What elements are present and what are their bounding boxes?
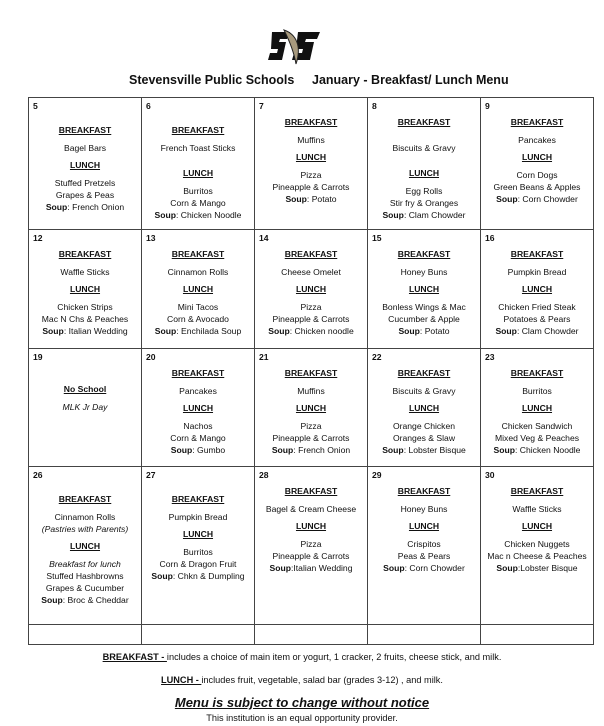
day-number: 23 [485, 352, 495, 362]
menu-item: Crispitos [407, 539, 441, 549]
meal-heading: BREAKFAST [397, 486, 451, 496]
breakfast-note [0, 652, 604, 662]
soup-line [372, 209, 476, 221]
menu-item: Pumpkin Bread [168, 512, 228, 522]
day-number: 22 [372, 352, 382, 362]
menu-item: Mac N Chs & Peaches [41, 314, 129, 324]
day-number: 15 [372, 233, 382, 243]
meal-heading: LUNCH [408, 168, 440, 178]
day-number: 12 [33, 233, 43, 243]
meal-heading: BREAKFAST [510, 117, 564, 127]
meal-heading: BREAKFAST [397, 249, 451, 259]
menu-item: Pumpkin Bread [507, 267, 567, 277]
soup-line [33, 325, 137, 337]
soup-label: Soup [45, 202, 68, 212]
soup-name: : Enchilada Soup [176, 326, 242, 336]
lunch-note-text: includes fruit, vegetable, salad bar (grades 3-12) , and milk. [201, 675, 443, 685]
soup-line [259, 325, 363, 337]
day-cell [368, 98, 481, 230]
week-row [29, 349, 594, 467]
spacer [33, 480, 137, 488]
day-cell [29, 467, 142, 625]
meal-heading: LUNCH [182, 529, 214, 539]
meal-heading: BREAKFAST [171, 494, 225, 504]
menu-item: Pizza [300, 421, 322, 431]
day-cell [29, 98, 142, 230]
menu-item: Stir fry & Oranges [389, 198, 459, 208]
soup-label: Soup [285, 194, 307, 204]
spacer [372, 134, 476, 142]
soup-label: Soup [269, 563, 291, 573]
menu-item: Pineapple & Carrots [272, 314, 350, 324]
menu-item: Chicken Sandwich [501, 421, 573, 431]
week-row [29, 230, 594, 349]
meal-heading: LUNCH [521, 403, 553, 413]
meal-heading: LUNCH [295, 521, 327, 531]
meal-heading: LUNCH [521, 521, 553, 531]
meal-heading: LUNCH [521, 284, 553, 294]
soup-name: : French Onion [67, 202, 125, 212]
soup-name: : Italian Wedding [63, 326, 128, 336]
soup-name: : Clam Chowder [403, 210, 466, 220]
menu-item: Corn Dogs [516, 170, 558, 180]
menu-item: Oranges & Slaw [392, 433, 456, 443]
menu-item: Honey Buns [400, 504, 448, 514]
day-number: 29 [372, 470, 382, 480]
menu-item: Pancakes [179, 386, 217, 396]
meal-heading: BREAKFAST [58, 249, 112, 259]
day-number: 26 [33, 470, 43, 480]
menu-item: Green Beans & Apples [493, 182, 581, 192]
soup-label: Soup [268, 326, 290, 336]
day-cell [481, 467, 594, 625]
day-number: 9 [485, 101, 490, 111]
day-number: 27 [146, 470, 156, 480]
meal-heading: BREAKFAST [284, 117, 338, 127]
meal-heading: LUNCH [408, 284, 440, 294]
soup-label: Soup [383, 563, 405, 573]
empty-cell [29, 625, 142, 645]
school-name: Stevensville Public Schools [129, 73, 295, 87]
soup-label: Soup [42, 326, 64, 336]
menu-item: Cucumber & Apple [388, 314, 460, 324]
soup-name: : Chicken noodle [289, 326, 354, 336]
meal-heading: BREAKFAST [397, 368, 451, 378]
soup-label: Soup [382, 445, 404, 455]
meal-heading: BREAKFAST [510, 486, 564, 496]
empty-cell [481, 625, 594, 645]
day-number: 21 [259, 352, 269, 362]
lunch-note-label: LUNCH - [161, 675, 202, 685]
day-cell [368, 467, 481, 625]
meal-heading: LUNCH [69, 284, 101, 294]
day-number: 20 [146, 352, 156, 362]
menu-item: Egg Rolls [405, 186, 443, 196]
menu-item: Stuffed Pretzels [54, 178, 116, 188]
menu-item: Waffle Sticks [512, 504, 562, 514]
menu-item: Muffins [297, 135, 325, 145]
week-row [29, 98, 594, 230]
soup-line [485, 325, 589, 337]
soup-line [372, 444, 476, 456]
day-cell [142, 98, 255, 230]
soup-label: Soup [170, 445, 193, 455]
spacer [33, 370, 137, 378]
day-number: 7 [259, 101, 264, 111]
menu-item: Waffle Sticks [60, 267, 110, 277]
menu-item: Pineapple & Carrots [272, 433, 350, 443]
note-line: Breakfast for lunch [49, 559, 121, 569]
soup-name: : Corn Chowder [404, 563, 465, 573]
equal-opportunity-statement: This institution is an equal opportunity provider. [206, 713, 398, 723]
day-cell [142, 467, 255, 625]
empty-cell [368, 625, 481, 645]
menu-item: Pizza [300, 170, 322, 180]
soup-label: Soup [41, 595, 63, 605]
menu-item: Bagel Bars [63, 143, 107, 153]
menu-item: Potatoes & Pears [503, 314, 571, 324]
day-number: 8 [372, 101, 377, 111]
menu-item: Cheese Omelet [281, 267, 341, 277]
day-number: 16 [485, 233, 495, 243]
day-cell [29, 230, 142, 349]
meal-heading: BREAKFAST [284, 368, 338, 378]
soup-line [259, 193, 363, 205]
day-number: 30 [485, 470, 495, 480]
soup-line [33, 594, 137, 606]
menu-item: Orange Chicken [392, 421, 456, 431]
soup-line [485, 444, 589, 456]
meal-heading: BREAKFAST [58, 125, 112, 135]
meal-heading: LUNCH [182, 168, 214, 178]
breakfast-note-label: BREAKFAST - [102, 652, 167, 662]
spacer [372, 154, 476, 162]
soup-line [372, 562, 476, 574]
soup-name: : French Onion [293, 445, 351, 455]
meal-heading: LUNCH [69, 541, 101, 551]
day-cell [142, 349, 255, 467]
menu-title: January - Breakfast/ Lunch Menu [312, 73, 509, 87]
meal-heading: LUNCH [408, 403, 440, 413]
spacer [146, 480, 250, 488]
soup-line [146, 570, 250, 582]
day-cell [368, 349, 481, 467]
menu-item: Bonless Wings & Mac [382, 302, 466, 312]
menu-item: Corn & Mango [170, 198, 226, 208]
menu-item: Grapes & Cucumber [45, 583, 125, 593]
spacer [33, 362, 137, 370]
soup-label: Soup [382, 210, 404, 220]
menu-item: Burritos [183, 186, 213, 196]
day-cell [255, 349, 368, 467]
meal-heading: BREAKFAST [171, 249, 225, 259]
soup-name: : Potato [419, 326, 450, 336]
day-cell [255, 98, 368, 230]
soup-label: Soup [151, 571, 173, 581]
soup-line [146, 325, 250, 337]
meal-heading: BREAKFAST [284, 486, 338, 496]
soup-label: Soup [493, 445, 516, 455]
note-line: (Pastries with Parents) [41, 524, 129, 534]
menu-item: Pineapple & Carrots [272, 551, 350, 561]
day-cell [255, 467, 368, 625]
menu-item: French Toast Sticks [160, 143, 236, 153]
week-row [29, 467, 594, 625]
soup-label: Soup [495, 326, 517, 336]
day-cell [481, 349, 594, 467]
soup-line [485, 562, 589, 574]
menu-item: Nachos [183, 421, 213, 431]
day-number: 13 [146, 233, 156, 243]
meal-heading: LUNCH [295, 152, 327, 162]
day-cell [368, 230, 481, 349]
menu-item: Mixed Veg & Peaches [494, 433, 580, 443]
menu-item: Pancakes [518, 135, 556, 145]
menu-item: Biscuits & Gravy [392, 386, 456, 396]
soup-label: Soup [271, 445, 294, 455]
menu-calendar [28, 97, 594, 645]
menu-item: Chicken Fried Steak [498, 302, 576, 312]
spacer [146, 111, 250, 119]
soup-name: : Potato [306, 194, 337, 204]
soup-name: : Lobster Bisque [403, 445, 466, 455]
meal-heading: BREAKFAST [171, 125, 225, 135]
day-number: 5 [33, 101, 38, 111]
soup-name: : Broc & Cheddar [62, 595, 129, 605]
menu-item: Grapes & Peas [55, 190, 115, 200]
day-cell [481, 98, 594, 230]
menu-item: Stuffed Hashbrowns [46, 571, 124, 581]
meal-heading: BREAKFAST [284, 249, 338, 259]
day-cell [142, 230, 255, 349]
spacer [33, 111, 137, 119]
spacer [146, 154, 250, 162]
meal-heading: LUNCH [295, 403, 327, 413]
day-number: 6 [146, 101, 151, 111]
soup-name: : Chicken Noodle [515, 445, 581, 455]
change-notice: Menu is subject to change without notice [174, 695, 430, 710]
soup-line [485, 193, 589, 205]
menu-item: Cinnamon Rolls [167, 267, 229, 277]
soup-name: : Chicken Noodle [176, 210, 242, 220]
menu-item: Peas & Pears [397, 551, 451, 561]
day-number: 19 [33, 352, 43, 362]
day-cell [255, 230, 368, 349]
menu-item: Bagel & Cream Cheese [265, 504, 357, 514]
empty-cell [255, 625, 368, 645]
soup-name: : Corn Chowder [517, 194, 578, 204]
meal-heading: LUNCH [521, 152, 553, 162]
menu-item: Cinnamon Rolls [54, 512, 116, 522]
meal-heading: BREAKFAST [510, 249, 564, 259]
menu-item: Burritos [522, 386, 552, 396]
soup-line [146, 209, 250, 221]
day-cell [481, 230, 594, 349]
menu-item: Pizza [300, 539, 322, 549]
soup-name: :Lobster Bisque [517, 563, 578, 573]
soup-label: Soup [154, 210, 177, 220]
menu-item: Chicken Strips [57, 302, 113, 312]
menu-item: Burritos [183, 547, 213, 557]
menu-item: Mac n Cheese & Peaches [487, 551, 587, 561]
note-line: MLK Jr Day [62, 402, 108, 412]
meal-heading: LUNCH [182, 284, 214, 294]
meal-heading: BREAKFAST [510, 368, 564, 378]
menu-item: Pineapple & Carrots [272, 182, 350, 192]
menu-item: Honey Buns [400, 267, 448, 277]
day-cell [29, 349, 142, 467]
menu-item: Corn & Dragon Fruit [159, 559, 237, 569]
soup-line [372, 325, 476, 337]
soup-line [33, 201, 137, 213]
meal-heading: No School [63, 384, 107, 394]
soup-line [259, 562, 363, 574]
menu-item: Biscuits & Gravy [392, 143, 456, 153]
meal-heading: BREAKFAST [171, 368, 225, 378]
soup-name: :Italian Wedding [291, 563, 353, 573]
soup-label: Soup [398, 326, 420, 336]
day-number: 14 [259, 233, 269, 243]
soup-line [259, 444, 363, 456]
breakfast-note-text: includes a choice of main item or yogurt, 1 cracker, 2 fruits, cheese stick, and milk. [166, 652, 502, 662]
menu-item: Pizza [300, 302, 322, 312]
meal-heading: LUNCH [182, 403, 214, 413]
menu-item: Mini Tacos [177, 302, 219, 312]
soup-name: : Chkn & Dumpling [172, 571, 245, 581]
soup-label: Soup [154, 326, 177, 336]
soup-name: : Gumbo [192, 445, 226, 455]
meal-heading: BREAKFAST [397, 117, 451, 127]
meal-heading: LUNCH [295, 284, 327, 294]
soup-label: Soup [496, 194, 518, 204]
empty-row [29, 625, 594, 645]
menu-item: Corn & Avocado [167, 314, 229, 324]
soup-line [146, 444, 250, 456]
day-number: 28 [259, 470, 269, 480]
lunch-note [0, 675, 604, 685]
soup-name: : Clam Chowder [516, 326, 579, 336]
meal-heading: LUNCH [408, 521, 440, 531]
meal-heading: LUNCH [69, 160, 101, 170]
menu-item: Corn & Mango [170, 433, 226, 443]
soup-label: Soup [496, 563, 518, 573]
menu-item: Chicken Nuggets [504, 539, 570, 549]
empty-cell [142, 625, 255, 645]
menu-item: Muffins [297, 386, 325, 396]
school-logo [268, 26, 322, 66]
meal-heading: BREAKFAST [58, 494, 112, 504]
